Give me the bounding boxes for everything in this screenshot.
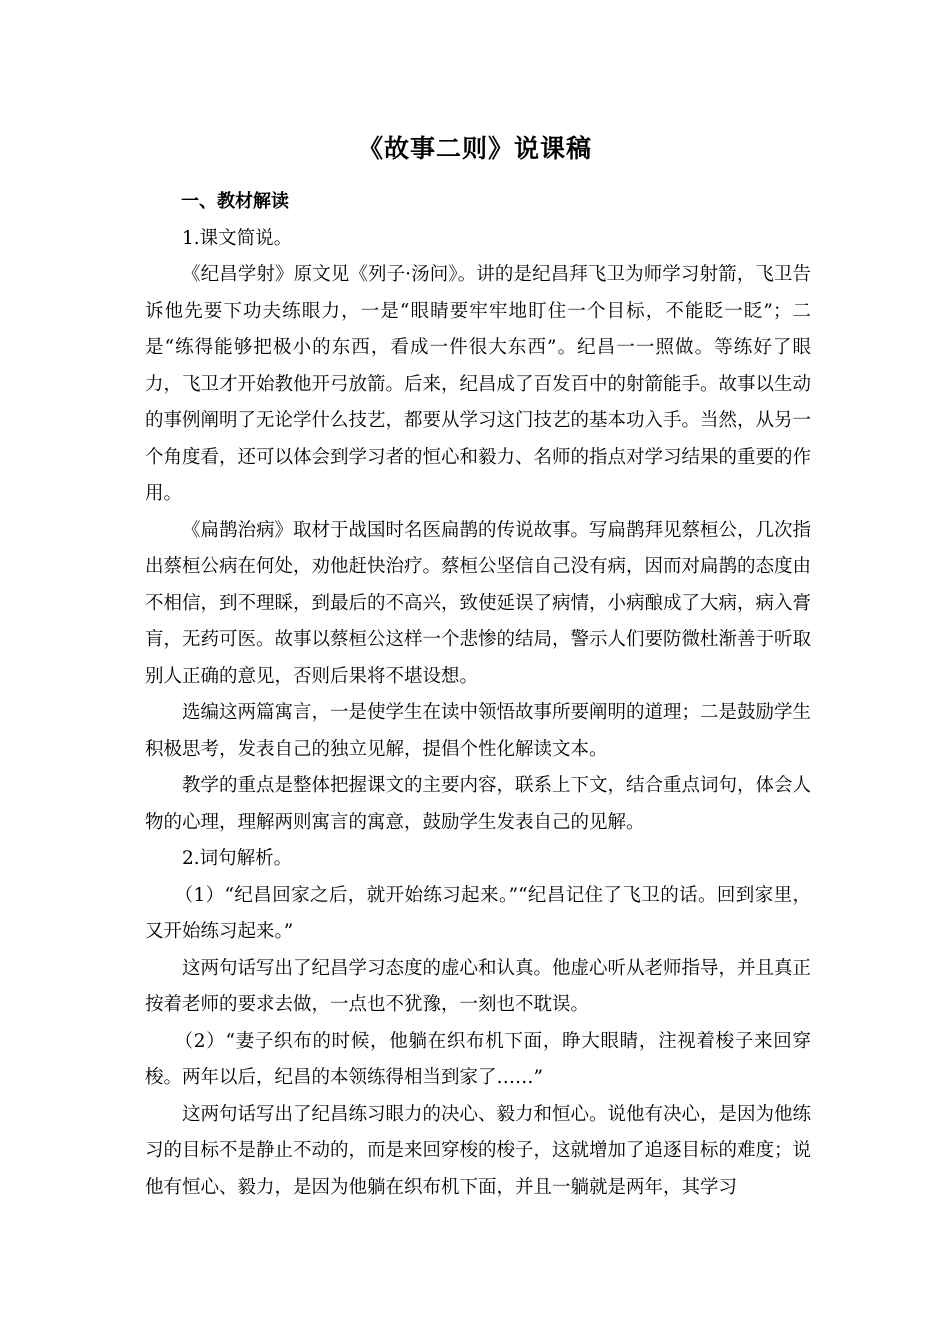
section-heading: 一、教材解读 <box>181 191 289 212</box>
paragraph: 这两句话写出了纪昌练习眼力的决心、毅力和恒心。说他有决心，是因为他练习的目标不是静止不动的，而是来回穿梭的梭子，这就增加了追逐目标的难度；说他有恒心、毅力，是因为他躺在织布机下面，并且一躺就是两年，其学习 <box>145 1103 812 1198</box>
document-body <box>145 184 811 1206</box>
paragraph: 《扁鹊治病》取材于战国时名医扁鹊的传说故事。写扁鹊拜见蔡桓公，几次指出蔡桓公病在何处，劝他赶快治疗。蔡桓公坚信自己没有病，因而对扁鹊的态度由不相信，到不理睬，到最后的不高兴，致使延误了病情，小病酿成了大病，病入膏肓，无药可医。故事以蔡桓公这样一个悲惨的结局，警示人们要防微杜渐善于听取别人正确的意见，否则后果将不堪设想。 <box>145 519 812 687</box>
quoted-sentence: （2）“妻子织布的时候，他躺在织布机下面，睁大眼睛，注视着梭子来回穿梭。两年以后，纪昌的本领练得相当到家了……” <box>145 1030 811 1088</box>
paragraph: 这两句话写出了纪昌学习态度的虚心和认真。他虚心听从老师指导，并且真正按着老师的要求去做，一点也不犹豫，一刻也不耽误。 <box>145 957 812 1015</box>
subsection-heading: 1.课文简说。 <box>182 227 293 249</box>
paragraph: 选编这两篇寓言，一是使学生在读中领悟故事所要阐明的道理；二是鼓励学生积极思考，发表自己的独立见解，提倡个性化解读文本。 <box>145 702 812 760</box>
paragraph: 《纪昌学射》原文见《列子·汤问》。讲的是纪昌拜飞卫为师学习射箭，飞卫告诉他先要下功夫练眼力，一是“眼睛要牢牢地盯住一个目标，不能眨一眨”；二是“练得能够把极小的东西，看成一件很大东西”。纪昌一一照做。等练好了眼力，飞卫才开始教他开弓放箭。后来，纪昌成了百发百中的射箭能手。故事以生动的事例阐明了无论学什么技艺，都要从学习这门技艺的基本功入手。当然，从另一个角度看，还可以体会到学习者的恒心和毅力、名师的指点对学习结果的重要的作用。 <box>145 264 812 504</box>
quoted-sentence: （1）“纪昌回家之后，就开始练习起来。”“纪昌记住了飞卫的话。回到家里，又开始练习起来。” <box>145 884 811 942</box>
page-title: 《故事二则》说课稿 <box>357 134 592 163</box>
subsection-heading: 2.词句解析。 <box>182 848 293 869</box>
paragraph: 教学的重点是整体把握课文的主要内容，联系上下文，结合重点词句，体会人物的心理，理解两则寓言的寓意，鼓励学生发表自己的见解。 <box>145 775 812 833</box>
